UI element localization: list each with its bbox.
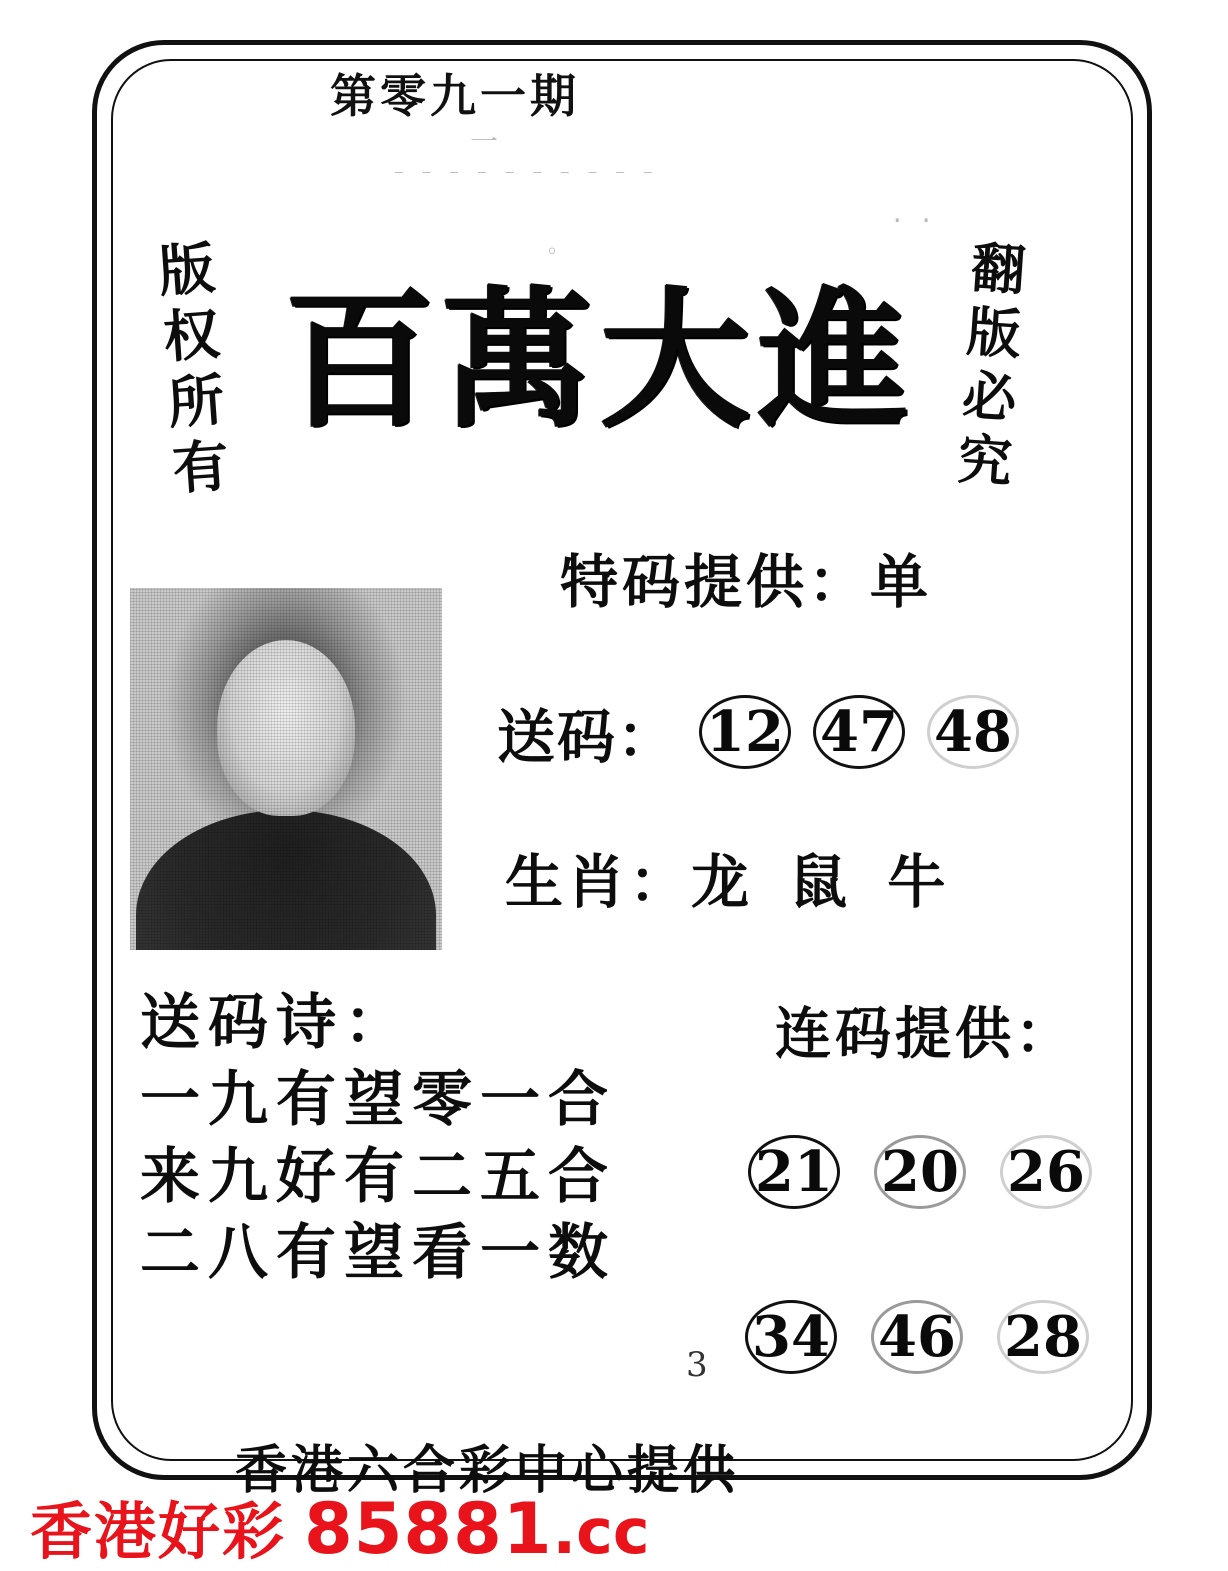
footer-source: 香港六合彩中心提供: [235, 1440, 740, 1501]
scan-artifact-line: — — — — — — — — — —: [395, 165, 658, 180]
issue-number: 第零九一期: [330, 69, 580, 123]
zodiac-label: 生肖：: [505, 848, 692, 916]
lianma-row-first: [748, 1135, 1092, 1209]
poem-line: 来九好有二五合: [140, 1141, 616, 1212]
poem-line: 一九有望零一合: [140, 1064, 616, 1135]
lianma-ball: 34: [745, 1300, 837, 1374]
zodiac-values: 龙 鼠 牛: [691, 848, 956, 916]
watermark: [30, 1482, 650, 1571]
watermark-number: 85881: [304, 1488, 553, 1570]
lianma-ball: 26: [1000, 1135, 1092, 1209]
poem-line: 二八有望看一数: [140, 1218, 616, 1289]
watermark-tld: .cc: [552, 1495, 650, 1568]
scan-artifact-dash: 一: [470, 125, 499, 158]
send-code-label: 送码：: [497, 703, 678, 771]
special-code-line: 特码提供：单: [560, 548, 933, 616]
copyright-right-text: 翻版必究: [947, 238, 1029, 498]
lianma-title: 连码提供：: [775, 1001, 1075, 1067]
poem-title: 送码诗：: [140, 988, 412, 1058]
lianma-ball: 46: [871, 1300, 963, 1374]
poem-block: [140, 985, 616, 1292]
send-code-row: [497, 690, 1019, 774]
lianma-ball: 28: [997, 1300, 1089, 1374]
send-code-ball: 47: [813, 695, 905, 769]
page-title: 百萬大進: [283, 272, 916, 448]
portrait-photo: [130, 588, 442, 950]
send-code-ball: 48: [927, 695, 1019, 769]
scan-artifact-dots: . .: [890, 200, 934, 228]
lianma-row-second: [745, 1300, 1089, 1374]
page-mark: 3: [686, 1345, 708, 1385]
send-code-ball: 12: [699, 695, 791, 769]
copyright-left-text: 版权所有: [147, 238, 233, 506]
scan-artifact-dot: 。: [548, 233, 571, 258]
zodiac-row: [505, 835, 955, 919]
watermark-brand: 香港好彩: [30, 1495, 287, 1568]
lianma-ball: 21: [748, 1135, 840, 1209]
lianma-ball: 20: [874, 1135, 966, 1209]
portrait-grain-overlay: [130, 588, 442, 950]
